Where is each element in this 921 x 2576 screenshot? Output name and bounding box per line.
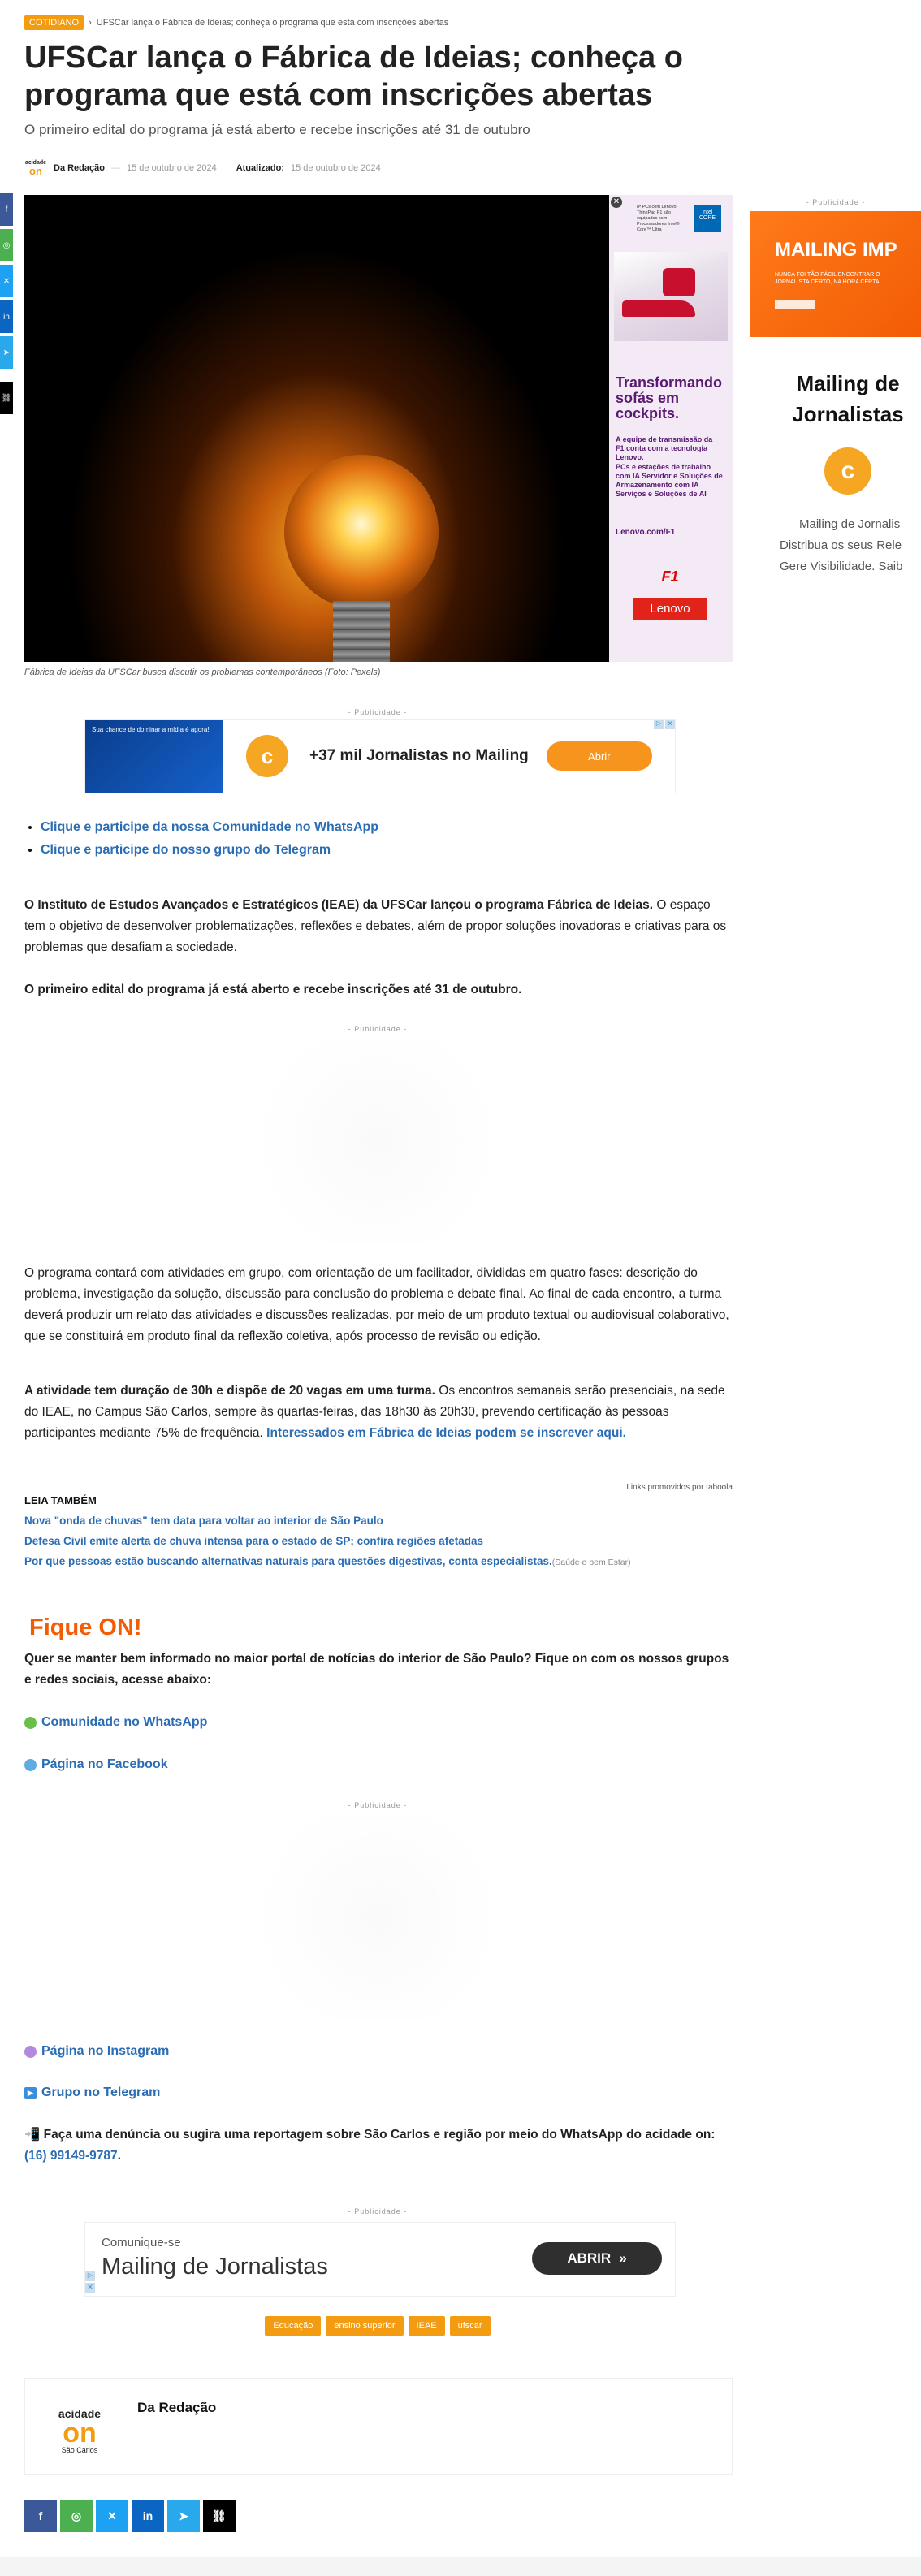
f1-logo: F1 [661, 568, 679, 585]
banner1-text: +37 mil Jornalistas no Mailing [309, 747, 529, 764]
whatsapp-share-icon[interactable]: ◎ [60, 2500, 93, 2532]
sidebar-mailing-banner[interactable] [750, 211, 921, 337]
author-avatar[interactable]: acidade on [24, 160, 47, 177]
facebook-share-icon[interactable]: f [24, 2500, 57, 2532]
fique-on-text: Quer se manter bem informado no maior portal de notícias do interior de São Paulo? Fique on com os nossos grupos e redes sociais, acesse abaixo: [24, 1652, 729, 1687]
banner1-open-button[interactable]: Abrir [547, 741, 652, 771]
sidebar-card-title: Mailing de Jornalistas [792, 371, 904, 426]
side-x-icon[interactable]: ✕ [0, 265, 13, 297]
side-facebook-icon[interactable]: f [0, 193, 13, 226]
ad-label-1: - Publicidade - [348, 708, 408, 716]
related-sponsor: (Saúde e bem Estar) [551, 1558, 631, 1567]
logo-acidade: acidade [58, 2407, 102, 2420]
ad-slot-3[interactable] [236, 1816, 520, 2019]
intel-logo: intel CORE [694, 205, 721, 232]
tag-list [0, 2316, 755, 2336]
paragraph-2: O primeiro edital do programa já está aberto e recebe inscrições até 31 de outubro. [24, 983, 522, 996]
ad-close-icon[interactable]: ✕ [665, 720, 675, 729]
article-subtitle: O primeiro edital do programa já está aberto e recebe inscrições até 31 de outubro [24, 122, 530, 137]
tag-ensino-superior[interactable]: ensino superior [326, 2316, 403, 2336]
ad-label-2: - Publicidade - [348, 1025, 408, 1033]
author-name[interactable]: Da Redação [54, 163, 105, 173]
comunique-se-logo: c [824, 447, 871, 495]
related-link-2[interactable]: Defesa Civil emite alerta de chuva intensa para o estado de SP; confira regiões afetadas [24, 1535, 483, 1547]
breadcrumb-separator: › [89, 18, 92, 28]
tag-ieae[interactable]: IEAE [409, 2316, 445, 2336]
lenovo-headline: Transformando sofás em cockpits. [616, 374, 723, 421]
lenovo-body1: A equipe de transmissão da F1 conta com a tecnologia Lenovo. [616, 435, 713, 461]
related-link-3[interactable]: Por que pessoas estão buscando alternativas naturais para questões digestivas, conta especialistas. [24, 1555, 552, 1567]
p1-bold: O Instituto de Estudos Avançados e Estratégicos (IEAE) da UFSCar lançou o programa Fábrica de Ideias. [24, 898, 654, 912]
paragraph-4 [24, 1381, 733, 1444]
author-box-name[interactable]: Da Redação [137, 2400, 217, 2415]
close-ad-icon[interactable]: ✕ [611, 197, 622, 208]
ad-label-3: - Publicidade - [348, 1801, 408, 1809]
whatsapp-community-link-2[interactable]: Comunidade no WhatsApp [41, 1715, 208, 1729]
blue-circle-icon [24, 1759, 37, 1771]
denuncia-text: 📲 Faça uma denúncia ou sugira uma reportagem sobre São Carlos e região por meio do WhatsApp do acidade on: (16) 99149-9787. [24, 2128, 716, 2163]
article-meta: acidade on Da Redação — 15 de outubro de 2024 Atualizado: 15 de outubro de 2024 [24, 157, 381, 179]
ad-label-4: - Publicidade - [348, 2207, 408, 2215]
breadcrumb-category[interactable]: COTIDIANO [24, 15, 84, 30]
instagram-social[interactable] [24, 2044, 169, 2059]
play-button-icon: ▶ [24, 2087, 37, 2099]
mailing-ad-banner-2[interactable] [84, 2222, 676, 2297]
list-item [41, 820, 378, 835]
double-chevron-icon: » [619, 2250, 627, 2266]
lenovo-logo: Lenovo [633, 598, 707, 620]
facebook-social[interactable] [24, 1757, 168, 1772]
mailing-ad-banner[interactable] [84, 719, 676, 793]
whatsapp-social[interactable] [24, 1715, 207, 1730]
whatsapp-phone-link[interactable]: (16) 99149-9787 [24, 2149, 118, 2163]
related-articles [24, 1494, 733, 1567]
image-caption: Fábrica de Ideias da UFSCar busca discutir os problemas contemporâneos (Foto: Pexels) [24, 668, 381, 677]
sidebar-ad[interactable] [750, 198, 921, 577]
updated-date: 15 de outubro de 2024 [290, 163, 381, 173]
green-circle-icon [24, 1717, 37, 1729]
logo-on: on [63, 2418, 97, 2448]
side-whatsapp-icon[interactable]: ◎ [0, 229, 13, 261]
banner2-big: Mailing de Jornalistas [102, 2254, 328, 2280]
ad-slot-2[interactable] [236, 1039, 520, 1243]
ad-close-icon[interactable]: ✕ [85, 2283, 95, 2293]
lightbulb-glass [284, 455, 439, 609]
related-heading: LEIA TAMBÉM [24, 1494, 97, 1506]
telegram-group-link[interactable]: Clique e participe do nosso grupo do Telegram [41, 843, 331, 857]
copy-link-icon[interactable]: ⛓ [203, 2500, 236, 2532]
taboola-promo[interactable]: Links promovidos por taboola [626, 1483, 733, 1492]
telegram-group-link-2[interactable]: Grupo no Telegram [41, 2085, 161, 2099]
facebook-page-link[interactable]: Página no Facebook [41, 1757, 168, 1771]
comunique-se-icon: c [246, 735, 288, 777]
paragraph-1 [24, 895, 733, 958]
phone-arrow-icon: 📲 [24, 2128, 41, 2142]
p4-rest: Os encontros semanais serão presenciais, na sede do IEAE, no Campus São Carlos, sempre às quartas-feiras, das 18h30 às 20h30, prevendo certificação às pessoas participantes mediante 75% de frequência. [24, 1384, 725, 1440]
fique-on-title: Fique ON! [29, 1614, 142, 1640]
telegram-social[interactable] [24, 2085, 160, 2100]
adchoices-icon[interactable]: ▷ [85, 2271, 95, 2281]
sidebar-banner-title: MAILING IMP [775, 239, 897, 261]
hero-image [24, 195, 609, 662]
lenovo-body2: PCs e estações de trabalho com IA Servidor e Soluções de Armazenamento com IA Serviços e Soluções de AI [616, 463, 723, 498]
banner2-small: Comunique-se [102, 2236, 181, 2250]
side-telegram-icon[interactable]: ➤ [0, 336, 13, 369]
breadcrumb-current: UFSCar lança o Fábrica de Ideias; conheça o programa que está com inscrições abertas [96, 18, 449, 28]
list-item [41, 843, 378, 858]
purple-circle-icon [24, 2046, 37, 2058]
p1-rest: O espaço tem o objetivo de desenvolver problematizações, reflexões e debates, além de propor soluções inovadoras e criativas para os problemas que desafiam a sociedade. [24, 898, 727, 954]
banner2-button-label: ABRIR [567, 2250, 612, 2266]
lenovo-url: Lenovo.com/F1 [616, 528, 676, 537]
telegram-share-icon[interactable]: ➤ [167, 2500, 200, 2532]
banner1-left: Sua chance de dominar a mídia é agora! [85, 720, 223, 793]
author-logo[interactable] [46, 2398, 113, 2463]
page-title: UFSCar lança o Fábrica de Ideias; conheça o programa que está com inscrições abertas [24, 41, 683, 112]
sidebar-pub-label: - Publicidade - [806, 198, 866, 206]
p4-bold: A atividade tem duração de 30h e dispõe de 20 vagas em uma turma. [24, 1384, 435, 1398]
side-link-icon[interactable]: ⛓ [0, 382, 13, 414]
share-bar [24, 2500, 236, 2532]
paragraph-3: O programa contará com atividades em grupo, com orientação de um facilitador, divididas em quatro fases: descrição do problema, investigação da solução, discussão para conclusão do problema e debate final. Ao final de cada encontro, a turma deverá produzir um relato das atividades e discussões realizadas, por meio de um produto textual ou audiovisual colaborativo, que se constituirá em produto final da reflexão coletiva, após processo de revisão ou edição. [24, 1266, 729, 1343]
lightbulb-base [333, 601, 390, 662]
logo-city: São Carlos [61, 2446, 98, 2454]
footer-strip [0, 2557, 921, 2576]
lenovo-top-text: 8ª PCs com Lenovo ThinkPad P1 são equipadas com Processadores Intel® Core™ Ultra [637, 205, 680, 232]
signup-link[interactable]: Interessados em Fábrica de Ideias podem se inscrever aqui. [266, 1426, 626, 1440]
x-share-icon[interactable]: ✕ [96, 2500, 128, 2532]
banner2-open-button[interactable] [532, 2242, 662, 2275]
denuncia-label: Faça uma denúncia ou sugira uma reportagem sobre São Carlos e região por meio do WhatsApp do acidade on: [43, 2128, 716, 2142]
community-links [24, 820, 378, 866]
related-link-1[interactable]: Nova "onda de chuvas" tem data para voltar ao interior de São Paulo [24, 1515, 383, 1527]
whatsapp-community-link[interactable]: Clique e participe da nossa Comunidade no WhatsApp [41, 820, 379, 834]
sidebar-line2: Distribua os seus Rele [780, 538, 902, 552]
sidebar-line1: Mailing de Jornalis [799, 517, 901, 531]
tag-ufscar[interactable]: ufscar [450, 2316, 491, 2336]
lenovo-ad[interactable] [609, 195, 733, 662]
sidebar-line3: Gere Visibilidade. Saib [780, 560, 903, 573]
side-linkedin-icon[interactable]: in [0, 300, 13, 333]
sidebar-banner-sub: NUNCA FOI TÃO FÁCIL ENCONTRAR O JORNALISTA CERTO, NA HORA CERTA [775, 272, 880, 285]
f1-car-image [614, 252, 728, 341]
breadcrumb [24, 15, 448, 30]
author-box [24, 2378, 733, 2475]
adchoices-icon[interactable]: ▷ [654, 720, 664, 729]
instagram-page-link[interactable]: Página no Instagram [41, 2044, 170, 2058]
updated-label: Atualizado: [236, 163, 284, 173]
published-date: 15 de outubro de 2024 [126, 163, 217, 173]
tag-educacao[interactable]: Educação [265, 2316, 321, 2336]
linkedin-share-icon[interactable]: in [132, 2500, 164, 2532]
